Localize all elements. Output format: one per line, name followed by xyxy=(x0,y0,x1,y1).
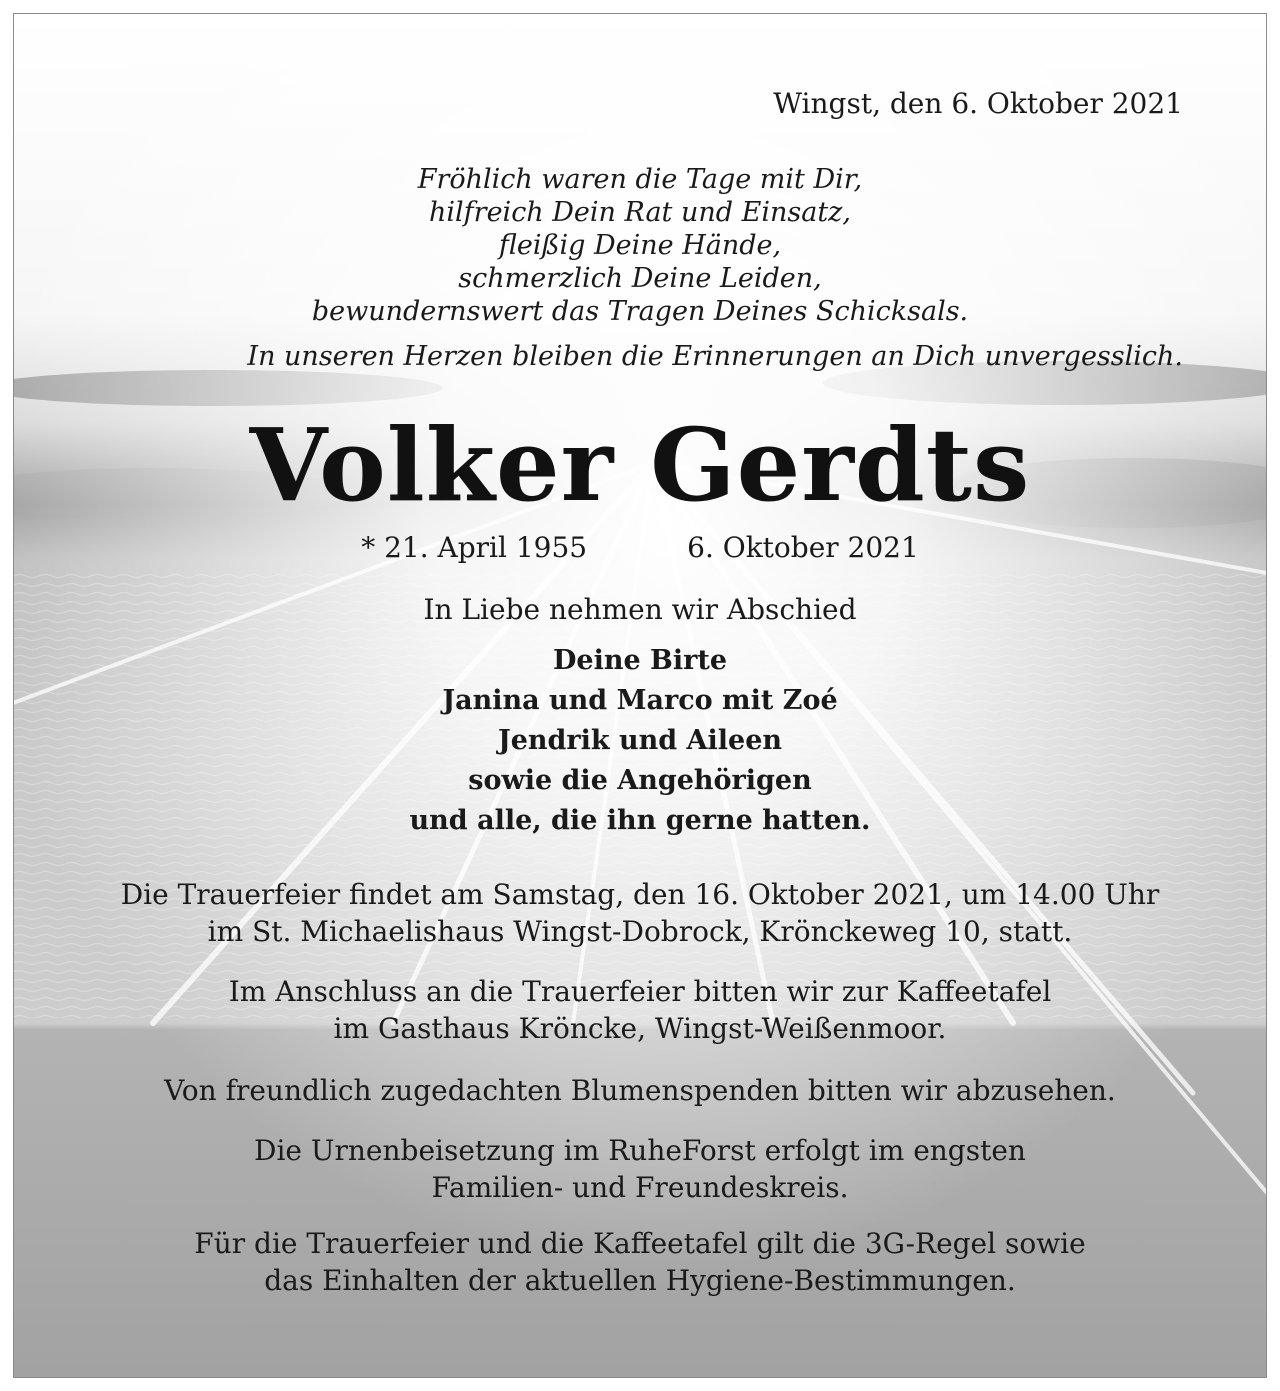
burial-info xyxy=(13,1132,1267,1206)
mourners-list xyxy=(13,641,1267,841)
mourner: und alle, die ihn gerne hatten. xyxy=(409,805,871,836)
info-line: im Gasthaus Kröncke, Wingst-Weißenmoor. xyxy=(333,1012,947,1045)
poem-line: Fröhlich waren die Tage mit Dir, xyxy=(417,164,863,195)
poem-line: fleißig Deine Hände, xyxy=(498,230,782,261)
notice-content xyxy=(13,13,1267,1378)
info-line: Für die Trauerfeier und die Kaffeetafel gilt die 3G-Regel sowie xyxy=(194,1227,1086,1260)
mourner: Jendrik und Aileen xyxy=(497,725,783,756)
poem-line: bewundernswert das Tragen Deines Schicksals. xyxy=(311,296,969,327)
place-date: Wingst, den 6. Oktober 2021 xyxy=(773,87,1183,120)
poem-line: schmerzlich Deine Leiden, xyxy=(458,263,822,294)
deceased-name: Volker Gerdts xyxy=(249,406,1031,524)
mourner: Janina und Marco mit Zoé xyxy=(442,685,838,716)
info-line: Die Trauerfeier findet am Samstag, den 16. Oktober 2021, um 14.00 Uhr xyxy=(120,878,1160,911)
info-line: Im Anschluss an die Trauerfeier bitten wir zur Kaffeetafel xyxy=(228,975,1052,1008)
life-dates xyxy=(13,531,1267,564)
birth-date: * 21. April 1955 xyxy=(361,531,588,564)
poem xyxy=(13,163,1267,328)
info-line: das Einhalten der aktuellen Hygiene-Bestimmungen. xyxy=(264,1264,1016,1297)
mourner: Deine Birte xyxy=(552,645,727,676)
farewell-line: In Liebe nehmen wir Abschied xyxy=(423,593,857,626)
coffee-info xyxy=(13,973,1267,1047)
hygiene-info xyxy=(13,1225,1267,1299)
death-date: 6. Oktober 2021 xyxy=(687,531,919,564)
mourner: sowie die Angehörigen xyxy=(468,765,812,796)
info-line: im St. Michaelishaus Wingst-Dobrock, Krönckeweg 10, statt. xyxy=(207,915,1073,948)
info-line: Familien- und Freundeskreis. xyxy=(431,1171,849,1204)
service-info xyxy=(13,876,1267,950)
poem-line: hilfreich Dein Rat und Einsatz, xyxy=(429,197,851,228)
info-line: Von freundlich zugedachten Blumenspenden bitten wir abzusehen. xyxy=(164,1074,1116,1107)
info-line: Die Urnenbeisetzung im RuheForst erfolgt im engsten xyxy=(254,1134,1026,1167)
flowers-info xyxy=(13,1072,1267,1109)
memory-line: In unseren Herzen bleiben die Erinnerungen an Dich unvergesslich. xyxy=(247,341,1183,372)
